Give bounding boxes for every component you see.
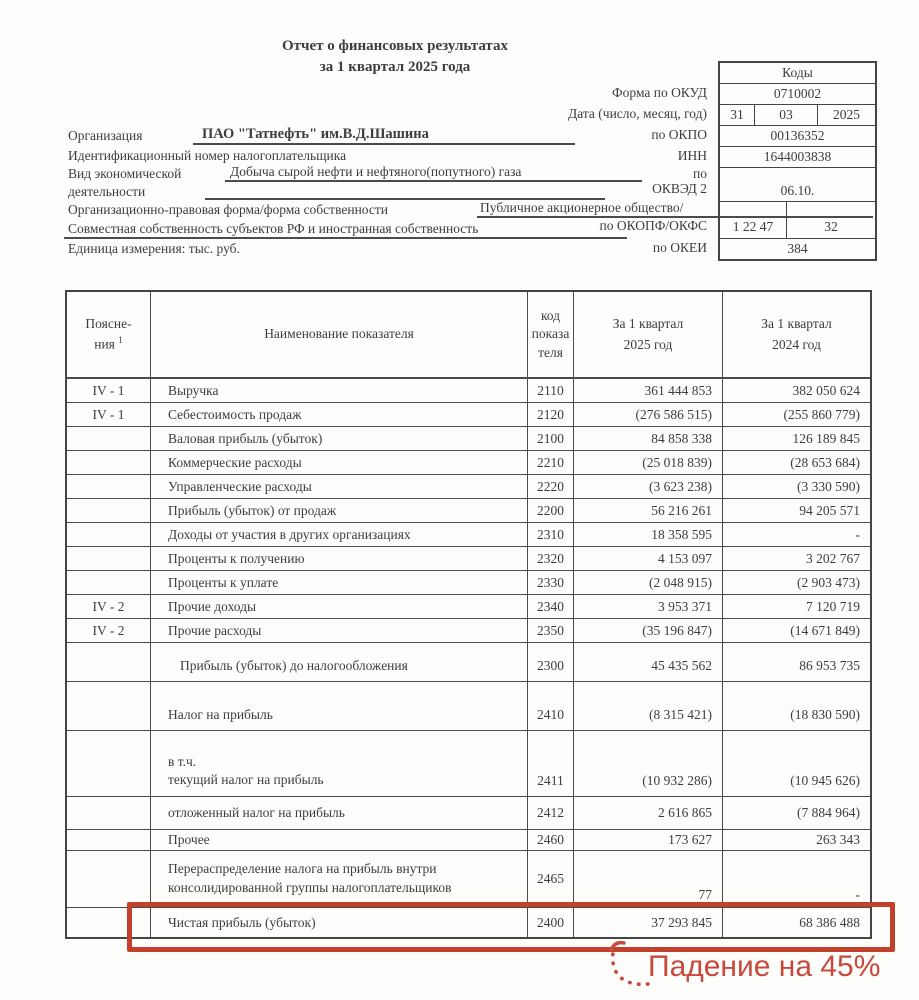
date-year: 2025 <box>833 107 860 122</box>
table-row-2330: Проценты к уплате 2330 (2 048 915) (2 903 473) <box>67 570 870 594</box>
okud-label: Форма по ОКУД <box>611 85 707 100</box>
okei-code: 384 <box>787 241 808 256</box>
po-label: по <box>693 166 707 181</box>
table-row-2350: IV - 2 Прочие расходы 2350 (35 196 847) (14 671 849) <box>67 618 870 642</box>
okopf-label: по ОКОПФ/ОКФС <box>599 218 707 233</box>
inn-label: ИНН <box>677 148 707 163</box>
table-row-2340: IV - 2 Прочие доходы 2340 3 953 371 7 120 719 <box>67 594 870 618</box>
inn-code: 1644003838 <box>720 147 875 168</box>
table-row-2220: Управленческие расходы 2220 (3 623 238) (3 330 590) <box>67 474 870 498</box>
okpo-label: по ОКПО <box>651 127 707 142</box>
codes-header: Коды <box>720 63 875 84</box>
ownership-value: Совместная собственность субъектов РФ и иностранная собственность <box>68 221 479 236</box>
table-row-2412: отложенный налог на прибыль 2412 2 616 865 (7 884 964) <box>67 796 870 829</box>
org-value: ПАО "Татнефть" им.В.Д.Шашина <box>202 126 429 142</box>
okfs-code: 32 <box>824 219 838 234</box>
date-label: Дата (число, месяц, год) <box>568 106 707 121</box>
ownership-underline <box>64 237 627 239</box>
okopf-code: 1 22 47 <box>720 202 787 238</box>
header-2024: За 1 квартал 2024 год <box>761 316 832 352</box>
table-row-2410: Налог на прибыль 2410 (8 315 421) (18 830 590) <box>67 681 870 730</box>
table-row-2465: Перераспределение налога на прибыль внутри консолидированной группы налогоплательщиков 2465 77 - <box>67 850 870 907</box>
date-month: 03 <box>755 105 818 125</box>
table-row-2210: Коммерческие расходы 2210 (25 018 839) (28 653 684) <box>67 450 870 474</box>
header-2025: За 1 квартал 2025 год <box>574 292 723 377</box>
legal-form-value: Публичное акционерное общество/ <box>480 200 684 215</box>
codes-box <box>718 61 877 261</box>
report-period: за 1 квартал 2025 года <box>319 59 471 75</box>
activity-underline <box>225 180 642 182</box>
table-row-2460: Прочее 2460 173 627 263 343 <box>67 829 870 850</box>
income-statement-table <box>65 290 872 939</box>
table-row-2110: IV - 1 Выручка 2110 361 444 853 382 050 624 <box>67 378 870 402</box>
org-underline <box>193 143 575 145</box>
activity-value: Добыча сырой нефти и нефтяного(попутного) газа <box>230 164 522 179</box>
header-name: Наименование показателя <box>151 292 528 377</box>
table-row-2200: Прибыль (убыток) от продаж 2200 56 216 261 94 205 571 <box>67 498 870 522</box>
table-row-2411: в т.ч. текущий налог на прибыль 2411 (10 932 286) (10 945 626) <box>67 730 870 796</box>
date-day: 31 <box>720 105 755 125</box>
table-row-2300: Прибыль (убыток) до налогообложения 2300 45 435 562 86 953 735 <box>67 642 870 681</box>
legal-form-label: Организационно-правовая форма/форма собственности <box>68 202 389 217</box>
org-label: Организация <box>68 128 143 143</box>
okopf-code-row <box>720 202 875 239</box>
inn-line-label: Идентификационный номер налогоплательщика <box>68 148 347 163</box>
date-code-row <box>720 105 875 126</box>
activity-label-1: Вид экономической <box>68 166 182 181</box>
table-row-2100: Валовая прибыль (убыток) 2100 84 858 338 126 189 845 <box>67 426 870 450</box>
unit-label: Единица измерения: тыс. руб. <box>68 241 240 256</box>
annotation-text: Падение на 45% <box>648 950 881 983</box>
table-row-2400: Чистая прибыль (убыток) 2400 37 293 845 68 386 488 <box>67 907 870 937</box>
table-row-2320: Проценты к получению 2320 4 153 097 3 202 767 <box>67 546 870 570</box>
okved-code: 06.10. <box>720 168 875 202</box>
okpo-code: 00136352 <box>720 126 875 147</box>
okved-label: ОКВЭД 2 <box>652 181 707 196</box>
header-notes: Поясне- ния $^1$ <box>67 292 151 377</box>
activity-label-2: деятельности <box>68 184 146 199</box>
table-header-row <box>67 292 870 378</box>
header-code: код показа теля <box>528 292 574 377</box>
report-title: Отчет о финансовых результатах <box>281 38 508 54</box>
okei-label: по ОКЕИ <box>652 240 707 255</box>
table-row-2120: IV - 1 Себестоимость продаж 2120 (276 586 515) (255 860 779) <box>67 402 870 426</box>
okud-code: 0710002 <box>720 84 875 105</box>
table-row-2310: Доходы от участия в других организациях 2310 18 358 595 - <box>67 522 870 546</box>
